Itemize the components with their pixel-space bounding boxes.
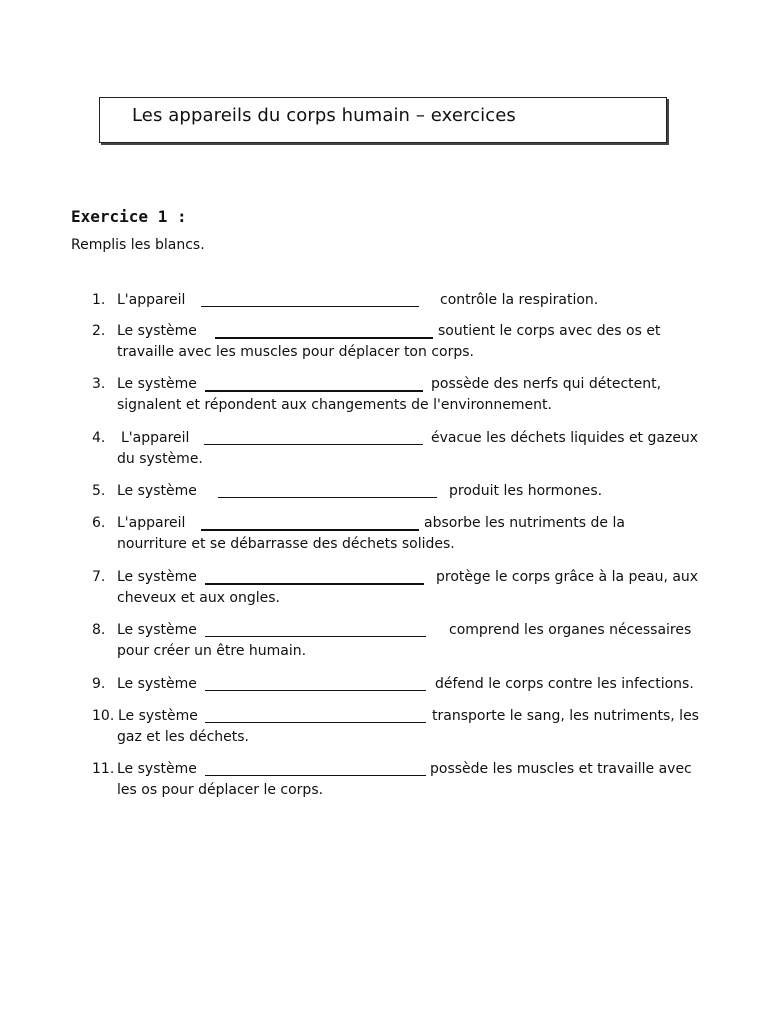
answer-blank[interactable] bbox=[201, 306, 419, 307]
item-text: comprend les organes nécessaires bbox=[449, 622, 692, 638]
item-text-continued: signalent et répondent aux changements de l'environnement. bbox=[117, 397, 552, 413]
page-title: Les appareils du corps humain – exercices bbox=[132, 105, 516, 126]
answer-blank[interactable] bbox=[201, 529, 419, 531]
answer-blank[interactable] bbox=[205, 583, 424, 585]
item-number: 8. bbox=[92, 622, 106, 638]
item-text-continued: travaille avec les muscles pour déplacer ton corps. bbox=[117, 344, 474, 360]
exercise-heading: Exercice 1 : bbox=[71, 207, 187, 226]
item-text-continued: du système. bbox=[117, 451, 203, 467]
item-text: contrôle la respiration. bbox=[440, 292, 599, 308]
item-text-continued: pour créer un être humain. bbox=[117, 643, 307, 659]
item-text: transporte le sang, les nutriments, les bbox=[432, 708, 699, 724]
item-text-continued: cheveux et aux ongles. bbox=[117, 590, 281, 606]
item-lead: Le système bbox=[117, 323, 197, 339]
item-text: défend le corps contre les infections. bbox=[435, 676, 694, 692]
item-lead: L'appareil bbox=[121, 430, 190, 446]
item-text: soutient le corps avec des os et bbox=[438, 323, 661, 339]
item-number: 5. bbox=[92, 483, 106, 499]
answer-blank[interactable] bbox=[204, 444, 423, 445]
item-text-continued: gaz et les déchets. bbox=[117, 729, 249, 745]
item-lead: Le système bbox=[117, 569, 197, 585]
item-lead: Le système bbox=[117, 376, 197, 392]
item-number: 3. bbox=[92, 376, 106, 392]
answer-blank[interactable] bbox=[205, 775, 426, 776]
item-lead: Le système bbox=[117, 761, 197, 777]
answer-blank[interactable] bbox=[215, 337, 433, 339]
item-lead: Le système bbox=[117, 676, 197, 692]
item-number: 11. bbox=[92, 761, 115, 777]
item-lead: Le système bbox=[117, 622, 197, 638]
item-number: 9. bbox=[92, 676, 106, 692]
answer-blank[interactable] bbox=[218, 497, 437, 498]
item-text: possède les muscles et travaille avec bbox=[430, 761, 692, 777]
item-number: 4. bbox=[92, 430, 106, 446]
item-lead: L'appareil bbox=[117, 515, 186, 531]
title-box bbox=[99, 97, 667, 143]
item-text-continued: les os pour déplacer le corps. bbox=[117, 782, 324, 798]
item-number: 7. bbox=[92, 569, 106, 585]
answer-blank[interactable] bbox=[205, 690, 426, 691]
answer-blank[interactable] bbox=[205, 722, 426, 723]
item-text-continued: nourriture et se débarrasse des déchets solides. bbox=[117, 536, 455, 552]
item-lead: Le système bbox=[118, 708, 198, 724]
item-number: 2. bbox=[92, 323, 106, 339]
item-number: 1. bbox=[92, 292, 106, 308]
item-lead: Le système bbox=[117, 483, 197, 499]
answer-blank[interactable] bbox=[205, 390, 423, 392]
item-number: 6. bbox=[92, 515, 106, 531]
item-number: 10. bbox=[92, 708, 115, 724]
item-text: évacue les déchets liquides et gazeux bbox=[431, 430, 699, 446]
exercise-instruction: Remplis les blancs. bbox=[71, 237, 205, 253]
answer-blank[interactable] bbox=[205, 636, 426, 637]
item-text: produit les hormones. bbox=[449, 483, 603, 499]
item-text: protège le corps grâce à la peau, aux bbox=[436, 569, 699, 585]
item-lead: L'appareil bbox=[117, 292, 186, 308]
item-text: possède des nerfs qui détectent, bbox=[431, 376, 662, 392]
item-text: absorbe les nutriments de la bbox=[424, 515, 625, 531]
